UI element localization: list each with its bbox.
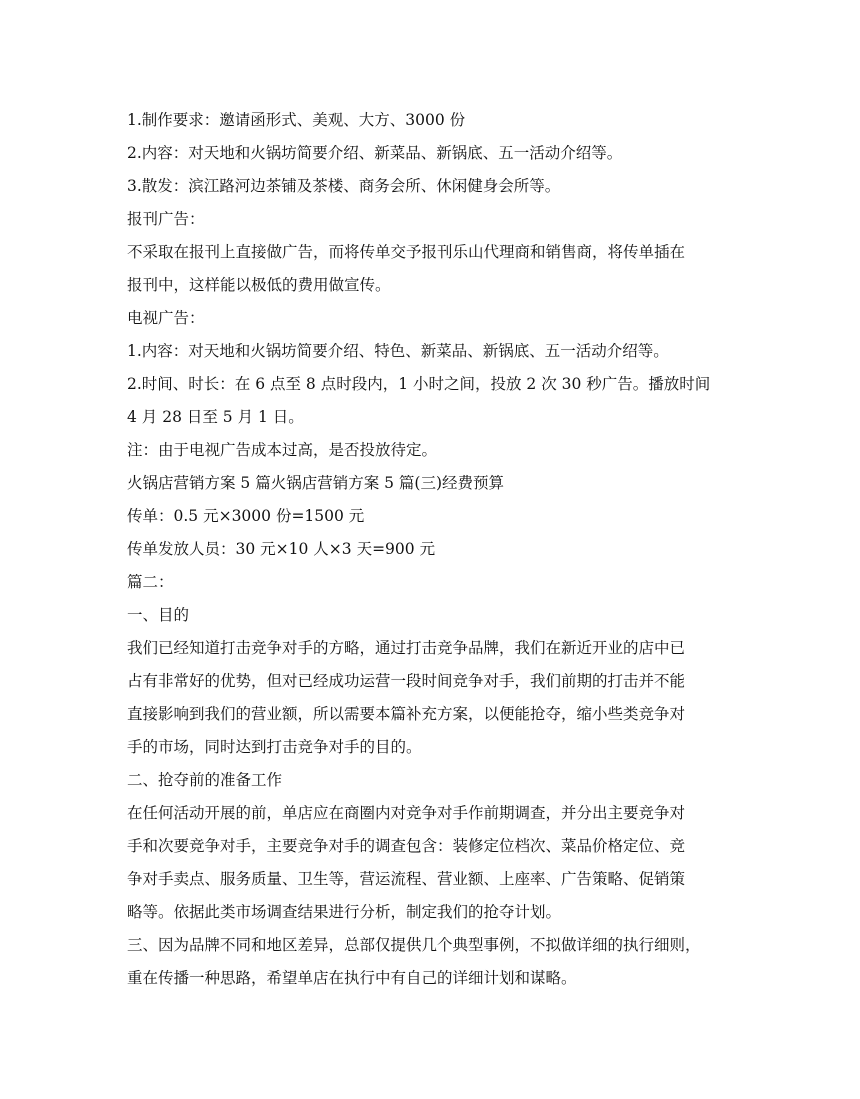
text-line: 注：由于电视广告成本过高，是否投放待定。	[127, 441, 438, 459]
section-heading: 电视广告：	[127, 309, 205, 327]
text-line: 占有非常好的优势，但对已经成功运营一段时间竞争对手，我们前期的打击并不能	[127, 672, 686, 690]
text-line: 争对手卖点、服务质量、卫生等，营运流程、营业额、上座率、广告策略、促销策	[127, 870, 686, 888]
text-line: 传单发放人员：30 元×10 人×3 天=900 元	[127, 540, 436, 558]
section-heading: 火锅店营销方案 5 篇火锅店营销方案 5 篇(三)经费预算	[127, 474, 505, 492]
text-line: 传单：0.5 元×3000 份=1500 元	[127, 507, 365, 525]
text-line: 我们已经知道打击竞争对手的方略，通过打击竞争品牌，我们在新近开业的店中已	[127, 639, 686, 657]
text-line: 不采取在报刊上直接做广告，而将传单交予报刊乐山代理商和销售商，将传单插在	[127, 243, 686, 261]
text-line: 手的市场，同时达到打击竞争对手的目的。	[127, 738, 422, 756]
text-line: 重在传播一种思路，希望单店在执行中有自己的详细计划和谋略。	[127, 969, 577, 987]
text-line: 报刊中，这样能以极低的费用做宣传。	[127, 276, 391, 294]
text-line: 略等。依据此类市场调查结果进行分析，制定我们的抢夺计划。	[127, 903, 562, 921]
section-heading: 二、抢夺前的准备工作	[127, 771, 283, 789]
section-heading: 篇二：	[127, 573, 174, 591]
text-line: 2.内容：对天地和火锅坊简要介绍、新菜品、新锅底、五一活动介绍等。	[127, 144, 623, 162]
document-body	[127, 104, 737, 995]
text-line: 直接影响到我们的营业额，所以需要本篇补充方案，以便能抢夺，缩小些类竞争对	[127, 705, 686, 723]
text-line: 手和次要竞争对手，主要竞争对手的调查包含：装修定位档次、菜品价格定位、竞	[127, 837, 686, 855]
text-line: 三、因为品牌不同和地区差异，总部仅提供几个典型事例，不拟做详细的执行细则，	[127, 936, 701, 954]
text-line: 3.散发：滨江路河边茶铺及茶楼、商务会所、休闲健身会所等。	[127, 177, 561, 195]
text-line: 在任何活动开展的前，单店应在商圈内对竞争对手作前期调查，并分出主要竞争对	[127, 804, 686, 822]
text-line: 4 月 28 日至 5 月 1 日。	[127, 408, 304, 426]
text-line: 1.内容：对天地和火锅坊简要介绍、特色、新菜品、新锅底、五一活动介绍等。	[127, 342, 669, 360]
section-heading: 一、目的	[127, 606, 190, 624]
text-line: 2.时间、时长：在 6 点至 8 点时段内，1 小时之间，投放 2 次 30 秒广告。播放时间	[127, 375, 711, 393]
text-line: 1.制作要求：邀请函形式、美观、大方、3000 份	[127, 111, 466, 129]
section-heading: 报刊广告：	[127, 210, 205, 228]
